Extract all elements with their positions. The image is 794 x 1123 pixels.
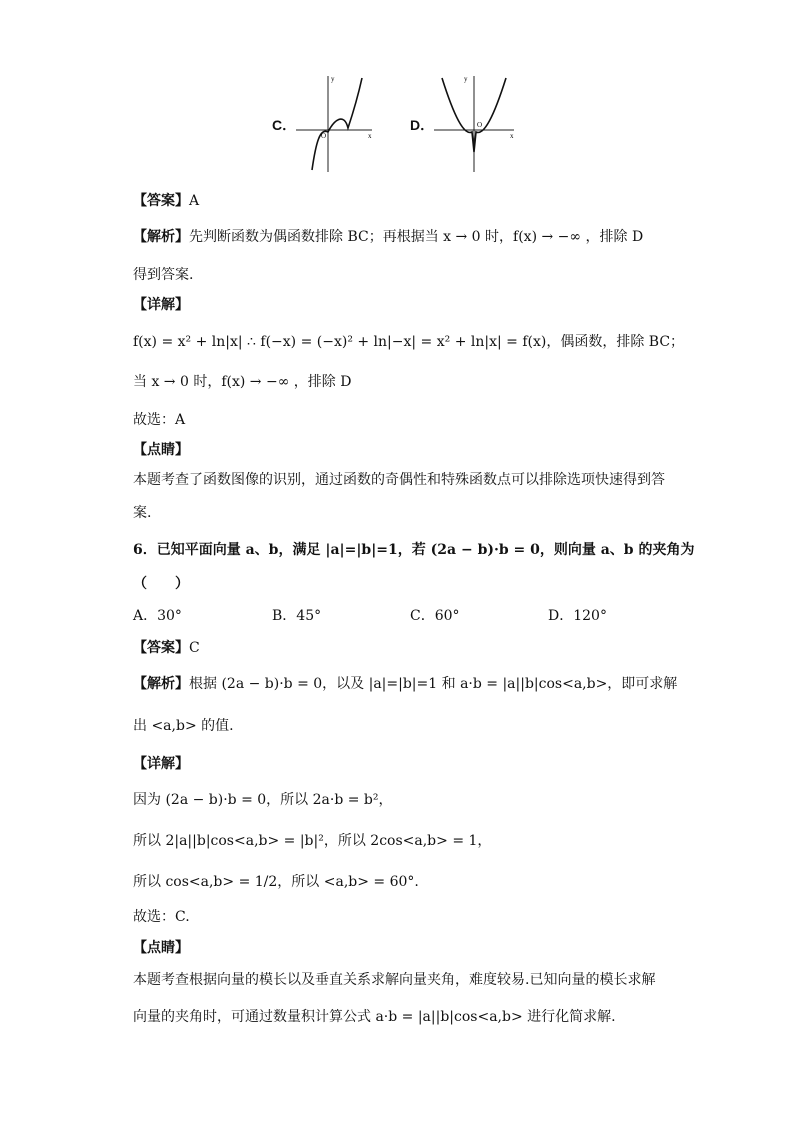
graph-option-d: [430, 72, 518, 174]
graph-option-c: [292, 72, 378, 174]
q6-detail-line-1: 因为 (2a − b)·b = 0，所以 2a·b = b²，: [133, 792, 393, 808]
q6-answer-tag: 【答案】: [133, 640, 189, 656]
graph-d-origin: O: [477, 121, 483, 129]
q6-comment-line-1: 本题考查根据向量的模长以及垂直关系求解向量夹角，难度较易.已知向量的模长求解: [133, 972, 656, 988]
q6-comment-line-2: 向量的夹角时，可通过数量积计算公式 a·b = |a||b|cos<a,b> 进行化简求解.: [133, 1009, 616, 1025]
q5-answer-row: [133, 191, 199, 211]
q6-analysis-tag: 【解析】: [133, 676, 189, 692]
q6-comment-tag: 【点睛】: [133, 940, 189, 956]
q6-analysis-row: [133, 674, 677, 694]
q6-choose: 故选：C.: [133, 909, 190, 925]
q6-option-d: D．120°: [548, 608, 607, 624]
q5-choose: 故选：A: [133, 412, 186, 428]
q6-answer: C: [189, 640, 200, 656]
q5-analysis-line-1: 先判断函数为偶函数排除 BC；再根据当 x → 0 时，f(x) → −∞ ，排除 D: [189, 229, 644, 245]
q5-detail-tag: 【详解】: [133, 297, 189, 313]
q5-comment-line-2: 案.: [133, 505, 152, 521]
q5-analysis-tag: 【解析】: [133, 229, 189, 245]
q5-answer-tag: 【答案】: [133, 193, 189, 209]
graph-d-y-label: y: [464, 75, 468, 83]
graph-c-x-label: x: [368, 132, 372, 140]
q6-stem-line-2: （ ）: [133, 576, 189, 592]
q6-detail-line-2: 所以 2|a||b|cos<a,b> = |b|²，所以 2cos<a,b> = 1，: [133, 833, 492, 849]
q6-analysis-line-1: 根据 (2a − b)·b = 0，以及 |a|=|b|=1 和 a·b = |a||b|cos<a,b>，即可求解: [189, 676, 678, 692]
q5-analysis-row: [133, 227, 643, 247]
q5-comment-tag: 【点睛】: [133, 442, 189, 458]
option-c-label: C．: [272, 117, 297, 133]
option-d-label: D．: [410, 117, 435, 133]
q6-option-c: C．60°: [410, 608, 460, 624]
q6-stem-line-1: 6．已知平面向量 a、b，满足 |a|=|b|=1，若 (2a − b)·b = 0，则向量 a、b 的夹角为: [133, 542, 695, 558]
q5-detail-line-2: 当 x → 0 时，f(x) → −∞ ，排除 D: [133, 374, 352, 390]
q5-answer: A: [189, 193, 200, 209]
q6-option-a: A．30°: [133, 608, 182, 624]
q6-answer-row: [133, 638, 200, 658]
q5-comment-line-1: 本题考查了函数图像的识别，通过函数的奇偶性和特殊函数点可以排除选项快速得到答: [133, 472, 665, 488]
graph-d-x-label: x: [510, 132, 514, 140]
graph-c-y-label: y: [331, 75, 335, 83]
graph-c-curve: [312, 78, 362, 170]
q6-detail-line-3: 所以 cos<a,b> = 1/2，所以 <a,b> = 60°.: [133, 874, 419, 890]
q6-option-b: B．45°: [272, 608, 322, 624]
q5-detail-line-1: f(x) = x² + ln|x| ∴ f(−x) = (−x)² + ln|−x| = x² + ln|x| = f(x)，偶函数，排除 BC；: [133, 334, 685, 350]
q6-analysis-line-2: 出 <a,b> 的值.: [133, 718, 234, 734]
q5-analysis-line-2: 得到答案.: [133, 267, 194, 283]
graph-c-origin: O: [321, 132, 327, 140]
q6-detail-tag: 【详解】: [133, 756, 189, 772]
